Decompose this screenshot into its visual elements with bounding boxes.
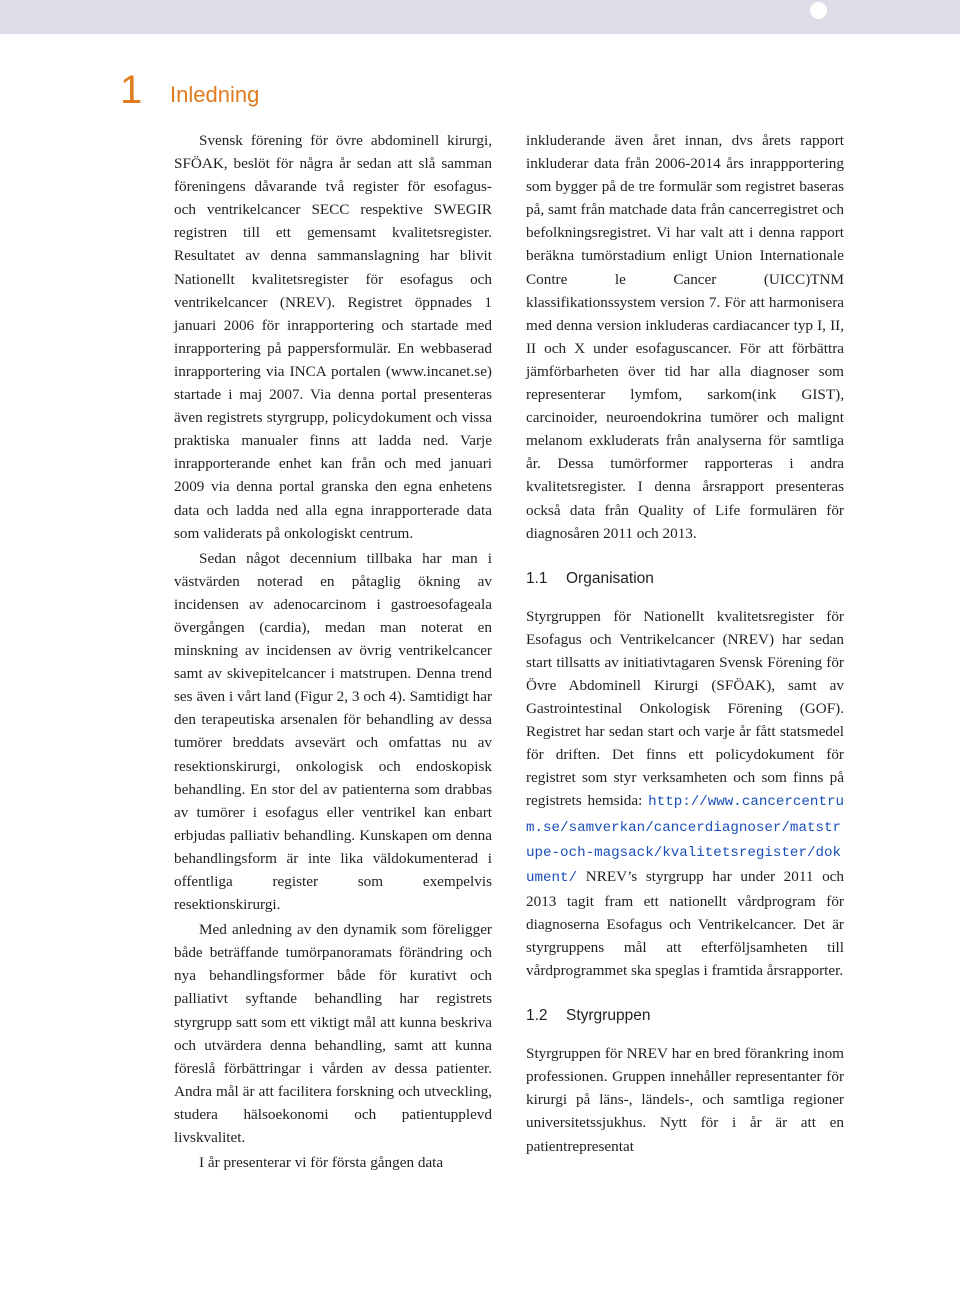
paragraph: inkluderande även året innan, dvs årets rapport inkluderar data från 2006-2014 års inrappportering som bygger på de tre formulär som registret baseras på, samt från matchade data från cancerregistret och befolkningsregistret. Vi har valt att i denna rapport beräkna tumörstadium enligt Union Internationale Contre le Cancer (UICC)TNM klassifikationssystem version 7. För att harmonisera med denna version inkluderas cardiacancer typ I, II, II och X under esofaguscancer. För att förbättra jämförbarheten över tid har alla diagnoser som representerar lymfom, sarkom(ink GIST), carcinoider, neuroendokrina tumörer och malignt melanom exkluderats från analyserna för samtliga år. Dessa tumörformer rapporteras i andra kvalitetsregister. I denna årsrapport presenteras också data från Quality of Life formulären för diagnosåren 2011 och 2013. [526, 132, 844, 542]
page-marker-dot [810, 2, 827, 19]
header-band [0, 0, 960, 34]
section-title: Organisation [566, 569, 654, 587]
paragraph-text: NREV’s styrgrupp har under 2011 och 2013 tagit fram ett nationellt vårdprogram för diagnoserna Esofagus och Ventrikelcancer. Det är styrgruppens mål att efterföljsamheten till vårdprogrammet ska speglas i framtida årsrapporter. [526, 867, 845, 980]
paragraph: I år presenterar vi för första gången data [199, 1154, 444, 1172]
policy-document-link[interactable]: http://www.cancercentrum.se/samverkan/cancerdiagnoser/matstrupe-och-magsack/kvalitetsregister/dokument/ [526, 794, 844, 886]
paragraph: Styrgruppen för NREV har en bred förankring inom professionen. Gruppen innehåller representanter för kirurgi på läns-, ländels-, och samtliga regioner universitetssjukhus. Nytt för i år är att en patientrepresentat [526, 1045, 844, 1155]
paragraph [526, 605, 844, 983]
paragraph: Svensk förening för övre abdominell kirurgi, SFÖAK, beslöt för några år sedan att slå samman föreningens dåvarande två register för esofagus- och ventrikelcancer SECC respektive SWEGIR registren till ett gemensamt kvalitetsregister. Resultatet av denna sammanslagning har blivit Nationellt kvalitetsregister för esofagus och ventrikelcancer (NREV). Registret öppnades 1 januari 2006 för inrapportering och startade med inrapportering på pappersformulär. En webbaserad inrapportering via INCA portalen (www.incanet.se) startade i maj 2007. Via denna portal presenteras även registrets styrgrupp, policydokument och vissa praktiska manualer finns att ladda ned. Varje inrapporterande enhet kan från och med januari 2009 via denna portal granska den egna enhetens data och ladda ned alla egna inrapporterade data som validerats på onkologiskt centrum. [174, 132, 492, 542]
paragraph: Med anledning av den dynamik som föreligger både beträffande tumörpanoramats förändring och nya behandlingsformer både för kurativt och palliativt syftande behandling har registrets styrgrupp satt som ett viktigt mål att kunna beskriva och utvärdera denna behandling, samt att kunna föreslå förbättringar i vården av dessa patienter. Andra mål är att facilitera forskning och utveckling, studera hälsoekonomi och patientupplevd livskvalitet. [174, 921, 492, 1147]
section-heading-styrgruppen [526, 1004, 844, 1027]
section-title: Styrgruppen [566, 1007, 651, 1025]
chapter-number: 1 [120, 68, 143, 112]
chapter-title: Inledning [170, 82, 260, 107]
section-number: 1.1 [526, 569, 548, 587]
right-column [526, 129, 844, 1158]
left-column [174, 129, 492, 1174]
paragraph: Sedan något decennium tillbaka har man i västvärden noterad en påtaglig ökning av incidensen av adenocarcinom i gastroesofageala övergången (cardia), medan man noterat en minskning av incidensen av övrig ventrikelcancer samt av skivepitelcancer i matstrupen. Denna trend ses även i vårt land (Figur 2, 3 och 4). Samtidigt har den terapeutiska arsenalen för behandling av dessa tumörer breddats avsevärt och omfattas nu av resektionskirurgi, onkologisk och endoskopisk behandling. En stor del av patienterna som drabbas av tumörer i esofagus eller ventrikel kan enbart erbjudas palliativ behandling. Kunskapen om denna behandlingsform är inte lika väldokumenterad i offentliga register som exempelvis resektionskirurgi. [174, 549, 492, 914]
section-number: 1.2 [526, 1007, 548, 1025]
paragraph-text: Styrgruppen för Nationellt kvalitetsregister för Esofagus och Ventrikelcancer (NREV) har sedan start tillsatts av initiativtagaren Svensk Förening för Övre Abdominell Kirurgi (SFÖAK), samt av Gastrointestinal Onkologisk Förening (GOF). Registret har sedan start och varje år fått statsmedel för driften. Det finns ett policydokument för registret som styr verksamheten och som finns på registrets hemsida: [526, 607, 844, 810]
section-heading-organisation [526, 567, 844, 590]
